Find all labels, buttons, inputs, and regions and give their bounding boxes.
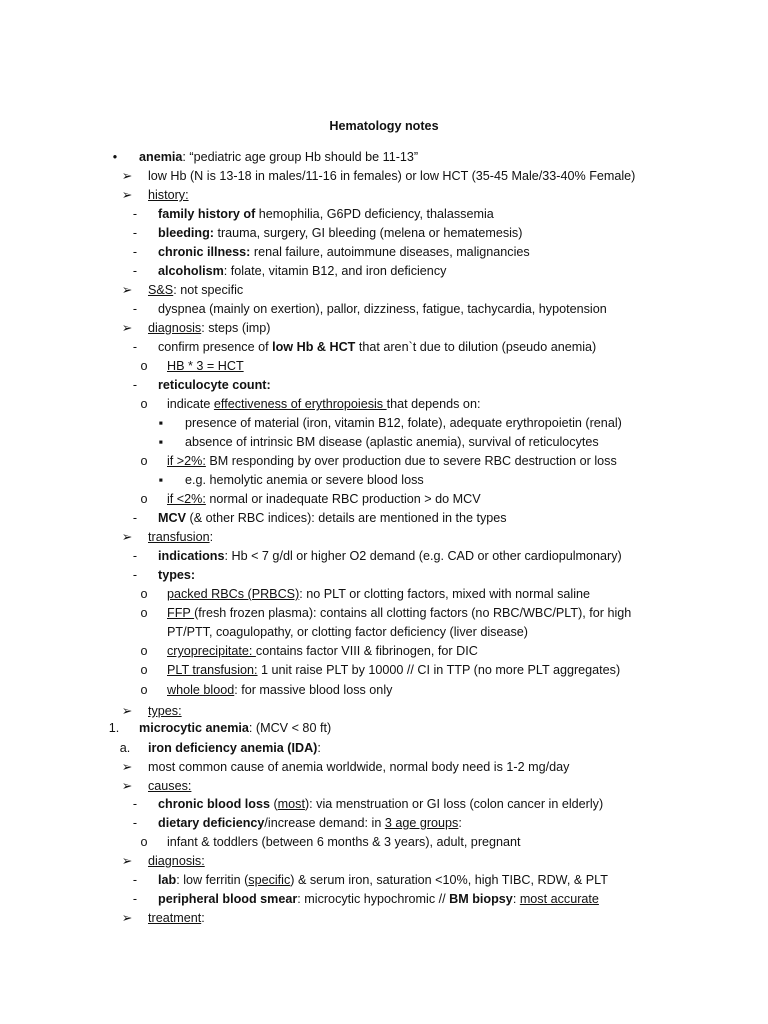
underlined-term: FFP (167, 606, 195, 620)
line-text (148, 759, 569, 775)
bold-term: family history of (158, 207, 259, 221)
underlined-term: most (277, 797, 305, 811)
bold-term: microcytic anemia (139, 721, 249, 735)
line-text (167, 491, 481, 507)
underlined-term: S&S (148, 283, 174, 297)
bullet-marker: ➢ (121, 530, 133, 544)
bullet-marker: - (132, 340, 138, 354)
line-text (167, 662, 620, 678)
text-segment: most common cause of anemia worldwide, normal body need is 1-2 mg/day (148, 760, 570, 774)
text-segment: contains factor VIII & fibrinogen, for DIC (255, 644, 478, 658)
line-text (167, 624, 528, 640)
line-text (167, 396, 480, 412)
bullet-marker: ▪ (158, 435, 164, 449)
bold-term: indications (158, 549, 225, 563)
underlined-term: if <2%: (167, 492, 206, 506)
text-segment: that depends on: (386, 397, 481, 411)
bullet-marker: - (132, 378, 138, 392)
text-segment: renal failure, autoimmune diseases, malignancies (250, 245, 530, 259)
underlined-term: treatment (148, 911, 202, 925)
text-segment: : “pediatric age group Hb should be 11-13” (182, 150, 419, 164)
line-text (158, 872, 608, 888)
text-segment: hemophilia, G6PD deficiency, thalassemia (258, 207, 494, 221)
text-segment: absence of intrinsic BM disease (aplastic anemia), survival of reticulocytes (185, 435, 599, 449)
text-segment: (fresh frozen plasma): contains all clotting factors (no RBC/WBC/PLT), for high (194, 606, 632, 620)
bold-term: bleeding: (158, 226, 214, 240)
bullet-marker: ➢ (121, 911, 133, 925)
line-text (167, 605, 631, 621)
line-text (148, 168, 635, 184)
bullet-marker: 1. (108, 721, 120, 735)
text-segment: indicate (167, 397, 214, 411)
text-segment: : (209, 530, 214, 544)
bold-term: reticulocyte count: (158, 378, 271, 392)
bold-term: MCV (158, 511, 186, 525)
line-text (158, 377, 271, 393)
text-segment: : for massive blood loss only (234, 683, 393, 697)
bullet-marker: o (140, 835, 148, 849)
bullet-marker: - (132, 568, 138, 582)
bullet-marker: - (132, 264, 138, 278)
bullet-marker: o (140, 606, 148, 620)
bold-term: anemia (139, 150, 183, 164)
line-text (167, 682, 392, 698)
bold-term: lab (158, 873, 177, 887)
text-segment: e.g. hemolytic anemia or severe blood loss (185, 473, 424, 487)
bullet-marker: - (132, 511, 138, 525)
text-segment: ) & serum iron, saturation <10%, high TIBC, RDW, & PLT (290, 873, 608, 887)
line-text (158, 225, 522, 241)
bold-term: alcoholism (158, 264, 224, 278)
line-text (167, 834, 521, 850)
text-segment: : steps (imp) (201, 321, 271, 335)
text-segment: BM responding by over production due to severe RBC destruction or loss (205, 454, 617, 468)
bold-term: peripheral blood smear (158, 892, 298, 906)
text-segment: ( (269, 797, 278, 811)
text-segment: that aren`t due to dilution (pseudo anemia) (355, 340, 597, 354)
bold-term: chronic blood loss (158, 797, 270, 811)
line-text (185, 472, 424, 488)
text-segment: : (317, 741, 321, 755)
bullet-marker: • (112, 150, 118, 164)
line-text (148, 320, 271, 336)
line-text (158, 339, 596, 355)
text-segment: presence of material (iron, vitamin B12, folate), adequate erythropoietin (renal) (185, 416, 622, 430)
text-segment: : (MCV < 80 ft) (248, 721, 332, 735)
bold-term: iron deficiency anemia (IDA) (148, 741, 318, 755)
line-text (158, 206, 494, 222)
line-text (158, 510, 507, 526)
bullet-marker: o (140, 397, 148, 411)
bullet-marker: ➢ (121, 283, 133, 297)
line-text (148, 910, 205, 926)
bullet-marker: ➢ (121, 321, 133, 335)
bold-term: types: (158, 568, 196, 582)
underlined-term: PLT transfusion: (167, 663, 258, 677)
bullet-marker: - (132, 797, 138, 811)
line-text (167, 453, 617, 469)
bullet-marker: o (140, 587, 148, 601)
document-title: Hematology notes (329, 119, 439, 133)
underlined-term: history: (148, 188, 189, 202)
bullet-marker: o (140, 663, 148, 677)
line-text (148, 529, 213, 545)
bullet-marker: - (132, 302, 138, 316)
underlined-term: most accurate (519, 892, 599, 906)
bullet-marker: o (140, 454, 148, 468)
line-text (148, 853, 205, 869)
line-text (148, 703, 182, 719)
bullet-marker: ▪ (158, 473, 164, 487)
line-text (167, 358, 244, 374)
line-text (167, 586, 590, 602)
underlined-term: diagnosis: (148, 854, 205, 868)
text-segment: ): via menstruation or GI loss (colon cancer in elderly) (304, 797, 604, 811)
underlined-term: types: (148, 704, 182, 718)
bullet-marker: o (140, 644, 148, 658)
line-text (139, 149, 418, 165)
bullet-marker: - (132, 549, 138, 563)
text-segment: : (512, 892, 520, 906)
text-segment: infant & toddlers (between 6 months & 3 years), adult, pregnant (167, 835, 521, 849)
text-segment: : (458, 816, 462, 830)
bold-term: dietary deficiency (158, 816, 265, 830)
text-segment: (& other RBC indices): details are mentioned in the types (186, 511, 507, 525)
bullet-marker: - (132, 892, 138, 906)
line-text (158, 567, 195, 583)
bullet-marker: a. (119, 741, 131, 755)
text-segment: : Hb < 7 g/dl or higher O2 demand (e.g. CAD or other cardiopulmonary) (224, 549, 622, 563)
bullet-marker: ➢ (121, 704, 133, 718)
bullet-marker: ➢ (121, 188, 133, 202)
underlined-term: diagnosis (148, 321, 202, 335)
text-segment: trauma, surgery, GI bleeding (melena or hematemesis) (213, 226, 523, 240)
text-segment: normal or inadequate RBC production > do MCV (205, 492, 481, 506)
text-segment: : low ferritin ( (176, 873, 249, 887)
underlined-term: packed RBCs (PRBCS) (167, 587, 300, 601)
line-text (148, 740, 321, 756)
text-segment: : (201, 911, 205, 925)
line-text (158, 244, 530, 260)
line-text (148, 282, 243, 298)
line-text (185, 434, 599, 450)
line-text (148, 778, 191, 794)
underlined-term: transfusion (148, 530, 210, 544)
text-segment: : not specific (173, 283, 244, 297)
underlined-term: HB * 3 = HCT (167, 359, 244, 373)
underlined-term: cryoprecipitate: (167, 644, 256, 658)
underlined-term: effectiveness of erythropoiesis (213, 397, 387, 411)
underlined-term: 3 age groups (384, 816, 459, 830)
line-text (148, 187, 189, 203)
text-segment: confirm presence of (158, 340, 273, 354)
line-text (158, 548, 622, 564)
underlined-term: whole blood (167, 683, 235, 697)
bold-term: BM biopsy (449, 892, 513, 906)
bold-term: chronic illness: (158, 245, 251, 259)
bullet-marker: ➢ (121, 760, 133, 774)
text-segment: : microcytic hypochromic // (297, 892, 450, 906)
line-text (167, 643, 478, 659)
line-text (139, 720, 331, 736)
line-text (158, 891, 599, 907)
underlined-term: causes: (148, 779, 192, 793)
bullet-marker: ➢ (121, 854, 133, 868)
bullet-marker: - (132, 207, 138, 221)
text-segment: /increase demand: in (264, 816, 385, 830)
bullet-marker: - (132, 226, 138, 240)
text-segment: : folate, vitamin B12, and iron deficiency (223, 264, 447, 278)
line-text (158, 815, 462, 831)
bullet-marker: ➢ (121, 169, 133, 183)
line-text (158, 796, 603, 812)
bullet-marker: o (140, 683, 148, 697)
line-text (158, 263, 446, 279)
text-segment: low Hb (N is 13-18 in males/11-16 in females) or low HCT (35-45 Male/33-40% Female) (148, 169, 636, 183)
line-text (158, 301, 607, 317)
bullet-marker: - (132, 245, 138, 259)
underlined-term: if >2%: (167, 454, 206, 468)
bold-term: low Hb & HCT (272, 340, 356, 354)
bullet-marker: ▪ (158, 416, 164, 430)
text-segment: PT/PTT, coagulopathy, or clotting factor deficiency (liver disease) (167, 625, 528, 639)
bullet-marker: ➢ (121, 779, 133, 793)
bullet-marker: o (140, 359, 148, 373)
line-text (185, 415, 622, 431)
text-segment: dyspnea (mainly on exertion), pallor, dizziness, fatigue, tachycardia, hypotension (158, 302, 607, 316)
bullet-marker: o (140, 492, 148, 506)
bullet-marker: - (132, 816, 138, 830)
text-segment: 1 unit raise PLT by 10000 // CI in TTP (no more PLT aggregates) (257, 663, 621, 677)
text-segment: : no PLT or clotting factors, mixed with normal saline (299, 587, 590, 601)
underlined-term: specific (248, 873, 291, 887)
bullet-marker: - (132, 873, 138, 887)
